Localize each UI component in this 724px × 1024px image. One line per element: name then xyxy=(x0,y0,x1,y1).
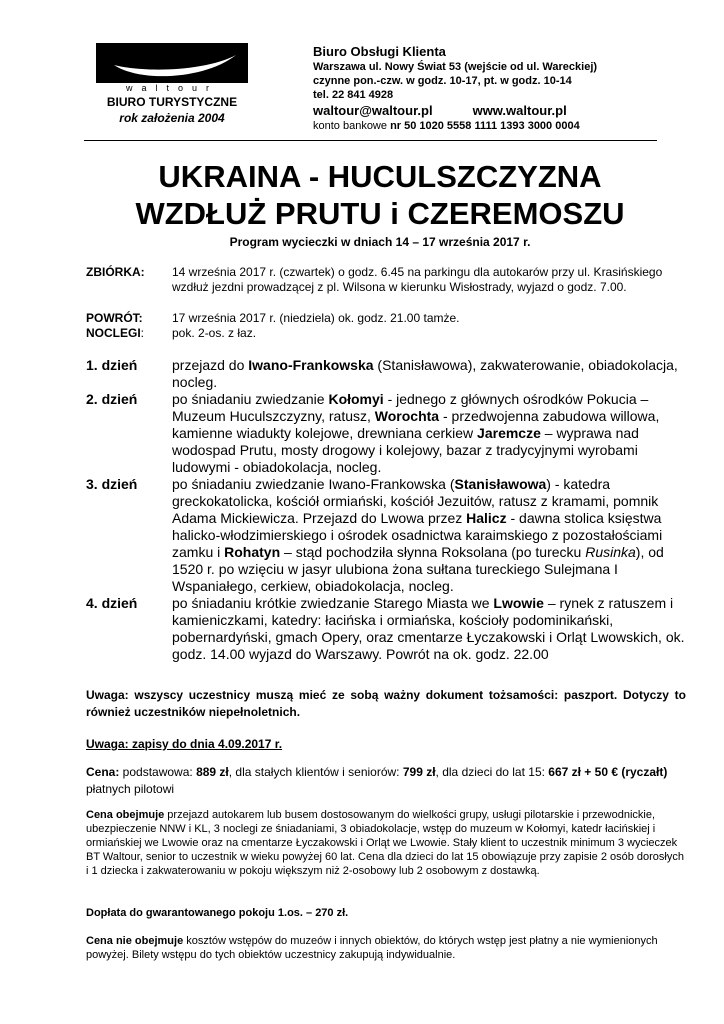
office-email-link[interactable]: waltour@waltour.pl xyxy=(313,103,433,118)
day-text: po śniadaniu zwiedzanie Kołomyi - jednego z głównych ośrodków Pokucia – Muzeum Huculszczyzny, ratusz, Worochta - przedwojenna zabudowa willowa, kamienne wiadukty kolejowe, drewniana cerkiew Jaremcze – wyprawa nad wodospad Prutu, mosty drogowy i kolejowy, bazar z tradycyjnymi wyrobami ludowymi - obiadokolacja, nocleg. xyxy=(172,391,660,475)
day-2 xyxy=(86,391,686,476)
excludes-label: Cena nie obejmuje xyxy=(86,935,184,947)
logo xyxy=(96,43,248,83)
page-subtitle: Program wycieczki w dniach 14 – 17 września 2017 r. xyxy=(229,235,531,249)
office-phone: tel. 22 841 4928 xyxy=(313,89,394,101)
office-address: Warszawa ul. Nowy Świat 53 (wejście od ul. Wareckiej) xyxy=(313,61,598,73)
day-3 xyxy=(86,476,686,595)
price-label: Cena: xyxy=(86,765,120,779)
gathering-label: ZBIÓRKA: xyxy=(86,265,145,279)
includes-text: przejazd autokarem lub busem dostosowanym do wielkości grupy, usługi pilotarskie i przewodnickie, ubezpieczenie NNW i KL, 3 noclegi ze śniadaniami, 3 obiadokolacje, wstęp do muzeum w Kołomyi, katedr łacińskiej i ormiańskiej we Lwowie oraz na cmentarze Łyczakowski i Orląt we Lwowie. Stały klient to uczestnik minimum 3 wycieczek BT Waltour, senior to uczestnik w wieku powyżej 60 lat. Cena dla dzieci do lat 15 obowiązuje przy zapisie 2 osób dorosłych i 1 dziecka i zakwaterowaniu w pokoju większym niż 2-osobowy lub 2 osobowym z dostawką. xyxy=(86,809,684,877)
account-number: nr 50 1020 5558 1111 1393 3000 0004 xyxy=(390,120,580,132)
info-return xyxy=(86,311,686,326)
header-divider xyxy=(84,140,657,141)
office-title: Biuro Obsługi Klienta xyxy=(313,44,446,59)
office-account xyxy=(313,119,673,133)
office-contact xyxy=(313,44,673,133)
logo-subtitle: BIURO TURYSTYCZNE xyxy=(106,95,238,109)
info-lodging xyxy=(86,326,686,341)
document-warning: Uwaga: wszyscy uczestnicy muszą mieć ze sobą ważny dokument tożsamości: paszport. Dotyczy to również uczestników niepełnoletnich. xyxy=(86,688,686,719)
return-label: POWRÓT: xyxy=(86,311,143,325)
day-label: 4. dzień xyxy=(86,595,138,611)
day-label: 3. dzień xyxy=(86,476,138,492)
price-section: Cena: podstawowa: 889 zł, dla stałych klientów i seniorów: 799 zł, dla dzieci do lat 15: 667 zł + 50 € (ryczałt) płatnych pilotowi xyxy=(86,765,668,796)
price-regular: 799 zł xyxy=(402,765,436,779)
price-excludes xyxy=(86,934,686,962)
logo-name: waltour xyxy=(125,83,218,93)
day-4 xyxy=(86,595,686,663)
day-1 xyxy=(86,357,686,391)
itinerary xyxy=(86,357,686,663)
logo-founded: rok założenia 2004 xyxy=(119,111,225,125)
day-label: 1. dzień xyxy=(86,357,138,373)
return-text: 17 września 2017 r. (niedziela) ok. godz. 21.00 tamże. xyxy=(172,311,460,325)
gathering-text: 14 września 2017 r. (czwartek) o godz. 6.45 na parkingu dla autokarów przy ul. Krasińskiego wzdłuż jezdni prowadzącej z pl. Wilsona w kierunku Wisłostrady, wyjazd o godz. 7.00. xyxy=(172,265,663,294)
price-includes xyxy=(86,808,686,878)
registration-deadline: Uwaga: zapisy do dnia 4.09.2017 r. xyxy=(86,737,283,751)
office-links xyxy=(313,103,673,119)
lodging-text: pok. 2-os. z łaz. xyxy=(172,326,257,340)
day-label: 2. dzień xyxy=(86,391,138,407)
single-room-surcharge: Dopłata do gwarantowanego pokoju 1.os. – 270 zł. xyxy=(86,907,349,919)
office-hours: czynne pon.-czw. w godz. 10-17, pt. w godz. 10-14 xyxy=(313,75,572,87)
excludes-text: kosztów wstępów do muzeów i innych obiektów, do których wstęp jest płatny a nie wymienionych powyżej. Bilety wstępu do tych obiektów uczestnicy zakupują indywidualnie. xyxy=(86,935,658,961)
lodging-label: NOCLEGI: xyxy=(86,326,145,340)
day-text: po śniadaniu krótkie zwiedzanie Starego Miasta we Lwowie – rynek z ratuszem i kamieniczkami, katedry: łacińska i ormiańska, kościoły podominikański, pobernardyński, gmach Opery, oraz cmentarze Łyczakowski i Orląt Lwowskich, ok. godz. 14.00 wyjazd do Warszawy. Powrót na ok. godz. 22.00 xyxy=(172,595,685,662)
title-line-1: UKRAINA - HUCULSZCZYZNA xyxy=(158,159,602,194)
day-text: przejazd do Iwano-Frankowska (Stanisławowa), zakwaterowanie, obiadokolacja, nocleg. xyxy=(172,357,678,390)
account-label: konto bankowe xyxy=(313,120,387,132)
logo-mark xyxy=(96,43,248,83)
info-gathering xyxy=(86,265,686,295)
price-children: 667 zł + 50 € (ryczałt) xyxy=(548,765,668,779)
includes-label: Cena obejmuje xyxy=(86,809,165,821)
price-basic: 889 zł xyxy=(196,765,229,779)
day-text: po śniadaniu zwiedzanie Iwano-Frankowska (Stanisławowa) - katedra greckokatolicka, kościół ormiański, kościół Jezuitów, ratusz z kramami, pomnik Adama Mickiewicza. Przejazd do Lwowa przez Halicz - dawna stolica księstwa halicko-włodzimierskiego i ośrodek osadnictwa karaimskiego z pozostałościami zamku i Rohatyn – stąd pochodziła słynna Roksolana (po turecku Rusinka), od 1520 r. po wzięciu w jasyr ulubiona żona sułtana tureckiego Sulejmana I Wspaniałego, cerkiew, obiadokolacja, nocleg. xyxy=(172,476,664,594)
title-line-2: WZDŁUŻ PRUTU i CZEREMOSZU xyxy=(135,196,625,231)
office-website-link[interactable]: www.waltour.pl xyxy=(472,103,567,118)
page-title xyxy=(60,158,700,232)
